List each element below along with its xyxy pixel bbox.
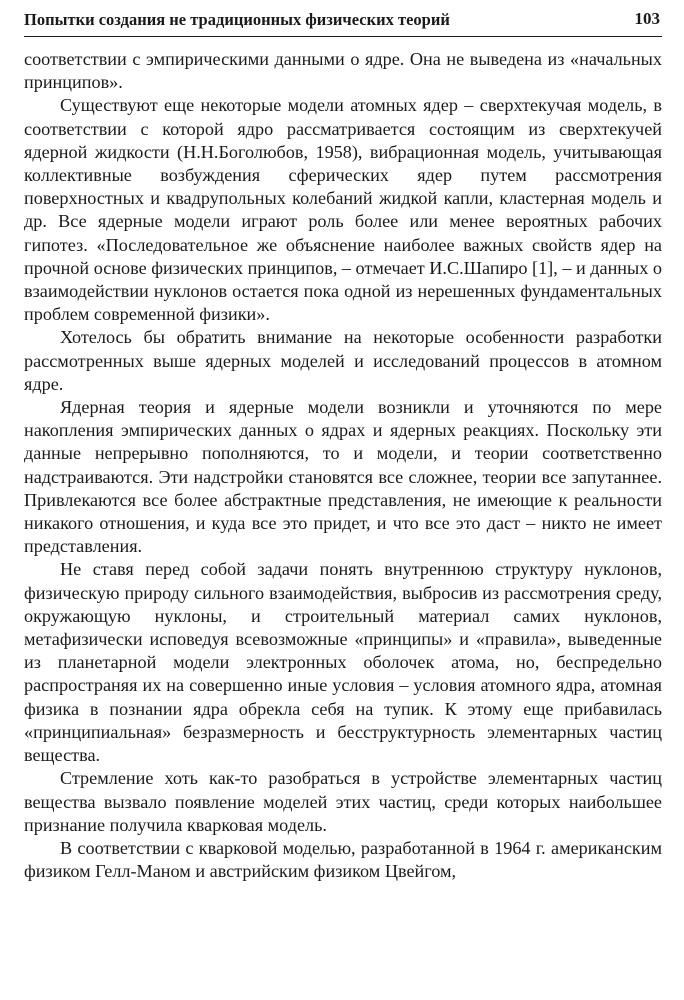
body-text xyxy=(24,48,662,883)
paragraph-empirical-data: Ядерная теория и ядерные модели возникли и уточняются по мере накопления эмпирических данных о ядрах и ядерных реакциях. Поскольку эти данные непрерывно пополняются, то и модели, и теории соответственно надстраиваются. Эти надстройки становятся все сложнее, теории все запутаннее. Привлекаются все более абстрактные представления, не имеющие к реальности никакого отношения, и куда все это придет, и что все это даст – никто не имеет представления. xyxy=(24,397,662,557)
paragraph-continuation: соответствии с эмпирическими данными о ядре. Она не выведена из «начальных принципов». xyxy=(24,49,662,93)
running-header xyxy=(24,6,662,37)
page-number: 103 xyxy=(634,9,660,28)
paragraph-quark-model: В соответствии с кварковой моделью, разработанной в 1964 г. американским физиком Гелл-Маном и австрийским физиком Цвейгом, xyxy=(24,837,662,882)
paragraph-features: Хотелось бы обратить внимание на некоторые особенности разработки рассмотренных выше ядерных моделей и исследований процессов в атомном ядре. xyxy=(24,327,662,394)
paragraph-nuclear-models: Существуют еще некоторые модели атомных ядер – сверхтекучая модель, в соответствии с которой ядро рассматривается состоящим из сверхтекучей ядерной жидкости (Н.Н.Боголюбов, 1958), вибрационная модель, учитывающая коллективные возбуждения сферических ядер путем рассмотрения поверхностных и квадрупольных колебаний жидкой капли, кластерная модель и др. Все ядерные модели играют роль более или менее вероятных рабочих гипотез. «Последовательное же объяснение наиболее важных свойств ядер на прочной основе физических принципов, – отмечает И.С.Шапиро [1], – и данных о взаимодействии нуклонов остается пока одной из нерешенных фундаментальных проблем современной физики». xyxy=(24,95,662,325)
paragraph-dead-end: Не ставя перед собой задачи понять внутреннюю структуру нуклонов, физическую природу сильного взаимодействия, выбросив из рассмотрения среду, окружающую нуклоны, и строительный материал самих нуклонов, метафизически исповедуя всевозможные «принципы» и «правила», выведенные из планетарной модели электронных оболочек атома, но, беспредельно распространяя их на совершенно иные условия – условия атомного ядра, атомная физика в познании ядра обрекла себя на тупик. К этому еще прибавилась «принципиальная» безразмерность и бесструктурность элементарных частиц вещества. xyxy=(24,559,662,766)
paragraph-particle-models: Стремление хоть как-то разобраться в устройстве элементарных частиц вещества вызвало появление моделей этих частиц, среди которых наибольшее признание получила кварковая модель. xyxy=(24,768,662,835)
running-title: Попытки создания не традиционных физических теорий xyxy=(24,10,450,29)
